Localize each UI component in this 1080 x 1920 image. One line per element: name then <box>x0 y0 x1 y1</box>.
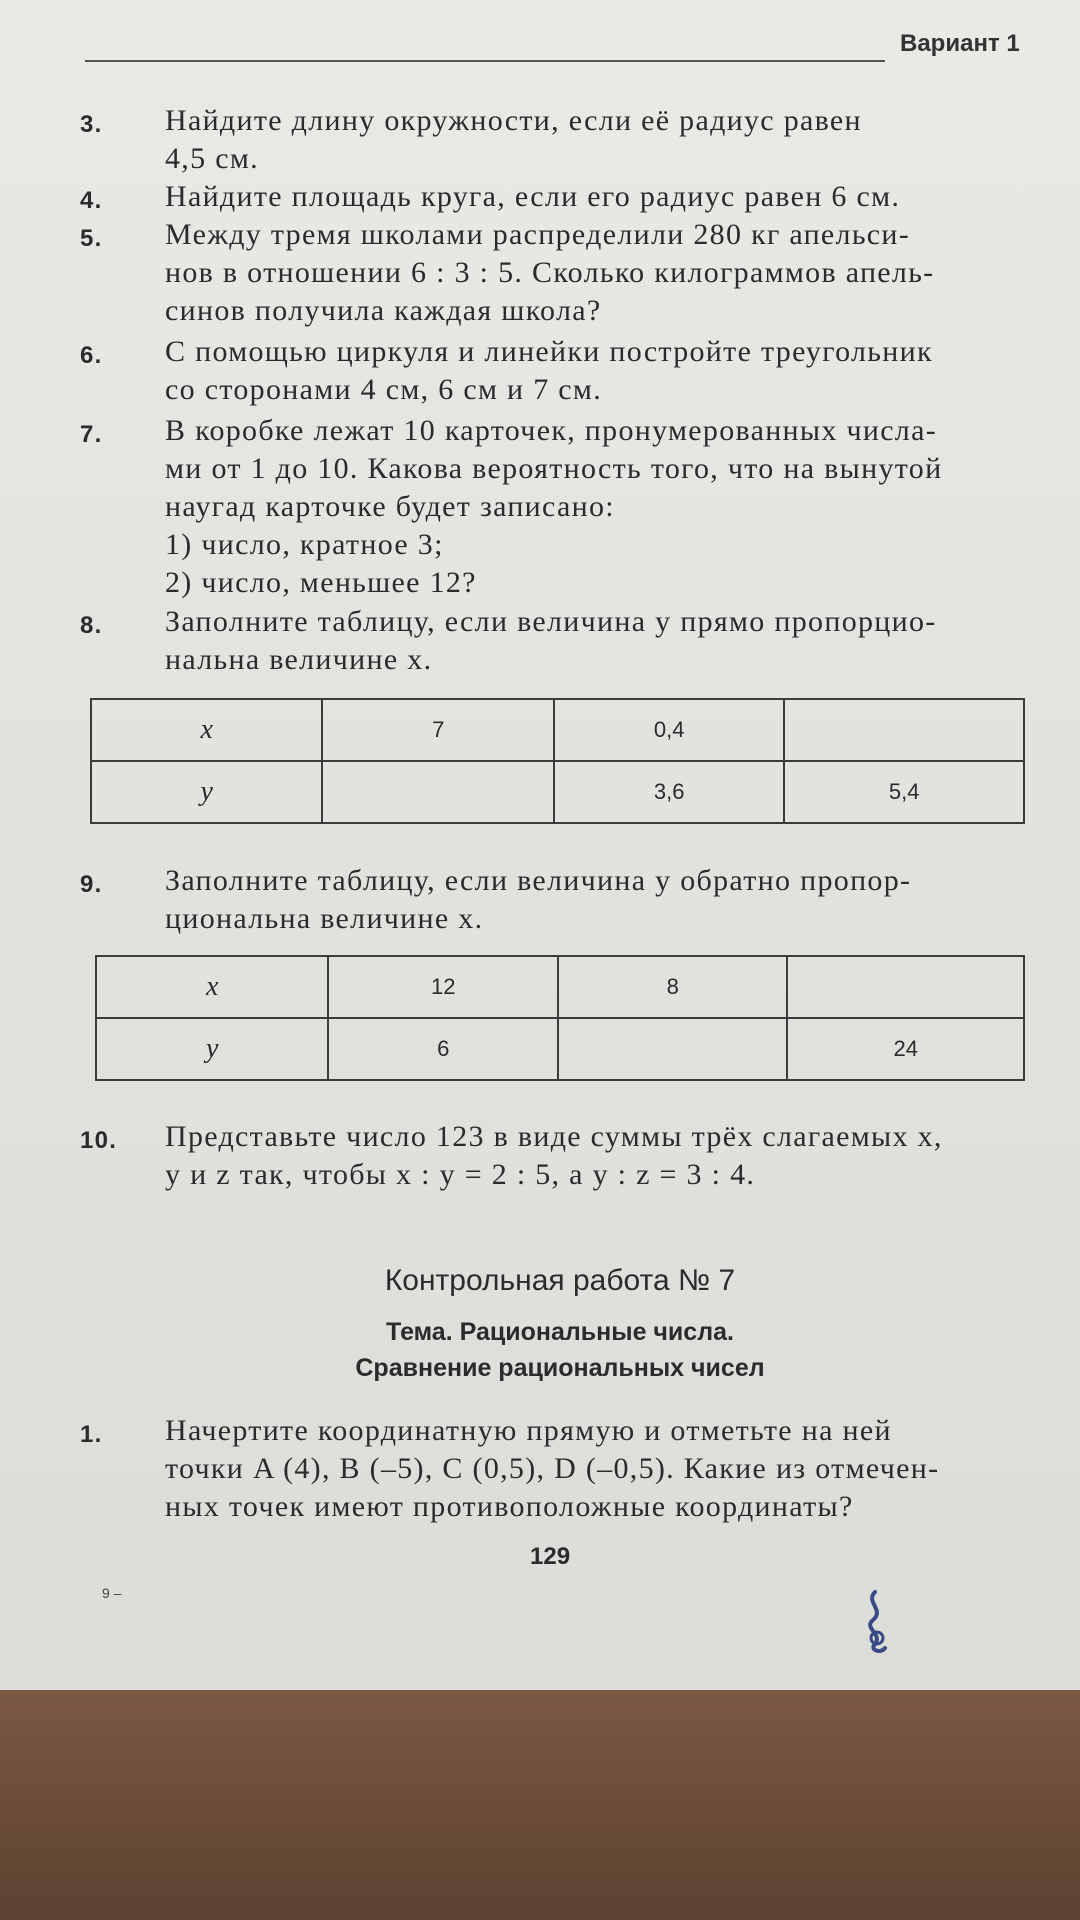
table-cell <box>558 1018 787 1080</box>
task-number: 7. <box>80 421 103 448</box>
table-cell: 24 <box>787 1018 1024 1080</box>
task-text-line: 1) число, кратное 3; <box>165 528 444 561</box>
wooden-table-surface <box>0 1690 1080 1920</box>
signature-mark: 9 – <box>102 1585 122 1601</box>
task-number: 9. <box>80 871 103 898</box>
task-number: 1. <box>80 1421 103 1448</box>
task-text-line: Найдите длину окружности, если её радиус равен <box>165 104 862 137</box>
table-cell <box>784 699 1024 761</box>
task-8 <box>80 603 1030 679</box>
table-cell: 0,4 <box>554 699 785 761</box>
task-text-line: 4,5 см. <box>165 142 259 175</box>
table-cell: x <box>96 956 328 1018</box>
table-row <box>91 699 1024 761</box>
task-text-line: точки A (4), B (–5), C (0,5), D (–0,5). Какие из отмечен- <box>165 1452 940 1485</box>
task-3 <box>80 102 1030 178</box>
task-number: 10. <box>80 1127 118 1154</box>
task-text-line: Между тремя школами распределили 280 кг апельси- <box>165 218 911 251</box>
task-9 <box>80 862 1030 938</box>
section-topic-line-1: Тема. Рациональные числа. <box>386 1318 734 1346</box>
table-cell <box>787 956 1024 1018</box>
task-number: 6. <box>80 342 103 369</box>
section-title: Контрольная работа № 7 <box>384 1264 736 1297</box>
publisher-logo-icon <box>855 1588 895 1663</box>
task-number: 5. <box>80 225 103 252</box>
task-text-line: Найдите площадь круга, если его радиус равен 6 см. <box>165 180 901 213</box>
task-text-line: Начертите координатную прямую и отметьте на ней <box>165 1414 892 1447</box>
task-4 <box>80 178 1030 216</box>
table-row <box>96 956 1024 1018</box>
table-cell: 6 <box>328 1018 558 1080</box>
task-5 <box>80 216 1030 330</box>
task-text-line: Заполните таблицу, если величина y прямо пропорцио- <box>165 605 937 638</box>
table-cell: 7 <box>322 699 553 761</box>
task-text-line: y и z так, чтобы x : y = 2 : 5, а y : z = 3 : 4. <box>165 1158 756 1191</box>
table-cell: 5,4 <box>784 761 1024 823</box>
table-row <box>96 1018 1024 1080</box>
table-row <box>91 761 1024 823</box>
table-cell: x <box>91 699 322 761</box>
task-7 <box>80 412 1030 602</box>
table-direct-proportion <box>90 698 1025 824</box>
task-number: 8. <box>80 612 103 639</box>
header-rule <box>85 60 885 62</box>
task-number: 3. <box>80 111 103 138</box>
task-text-line: со сторонами 4 см, 6 см и 7 см. <box>165 373 603 406</box>
task-1 <box>80 1412 1030 1526</box>
task-text-line: В коробке лежат 10 карточек, пронумерованных числа- <box>165 414 937 447</box>
task-text-line: синов получила каждая школа? <box>165 294 602 327</box>
table-cell: 3,6 <box>554 761 785 823</box>
table-cell: 12 <box>328 956 558 1018</box>
task-text-line: циональна величине x. <box>165 902 484 935</box>
task-number: 4. <box>80 187 103 214</box>
task-text-line: Заполните таблицу, если величина y обратно пропор- <box>165 864 912 897</box>
task-text-line: ми от 1 до 10. Какова вероятность того, что на вынутой <box>165 452 943 485</box>
task-text-line: наугад карточке будет записано: <box>165 490 615 523</box>
task-text-line: ных точек имеют противоположные координаты? <box>165 1490 854 1523</box>
table-cell: y <box>91 761 322 823</box>
task-text-line: С помощью циркуля и линейки постройте треугольник <box>165 335 933 368</box>
page-number: 129 <box>530 1543 571 1570</box>
table-cell <box>322 761 553 823</box>
section-topic-line-2: Сравнение рациональных чисел <box>355 1354 765 1382</box>
task-text-line: нов в отношении 6 : 3 : 5. Сколько килограммов апель- <box>165 256 935 289</box>
variant-label: Вариант 1 <box>900 30 1020 57</box>
table-cell: y <box>96 1018 328 1080</box>
table-inverse-proportion <box>95 955 1025 1081</box>
task-6 <box>80 333 1030 409</box>
task-text-line: 2) число, меньшее 12? <box>165 566 477 599</box>
task-text-line: Представьте число 123 в виде суммы трёх слагаемых x, <box>165 1120 943 1153</box>
table-cell: 8 <box>558 956 787 1018</box>
task-10 <box>80 1118 1030 1194</box>
task-text-line: нальна величине x. <box>165 643 433 676</box>
